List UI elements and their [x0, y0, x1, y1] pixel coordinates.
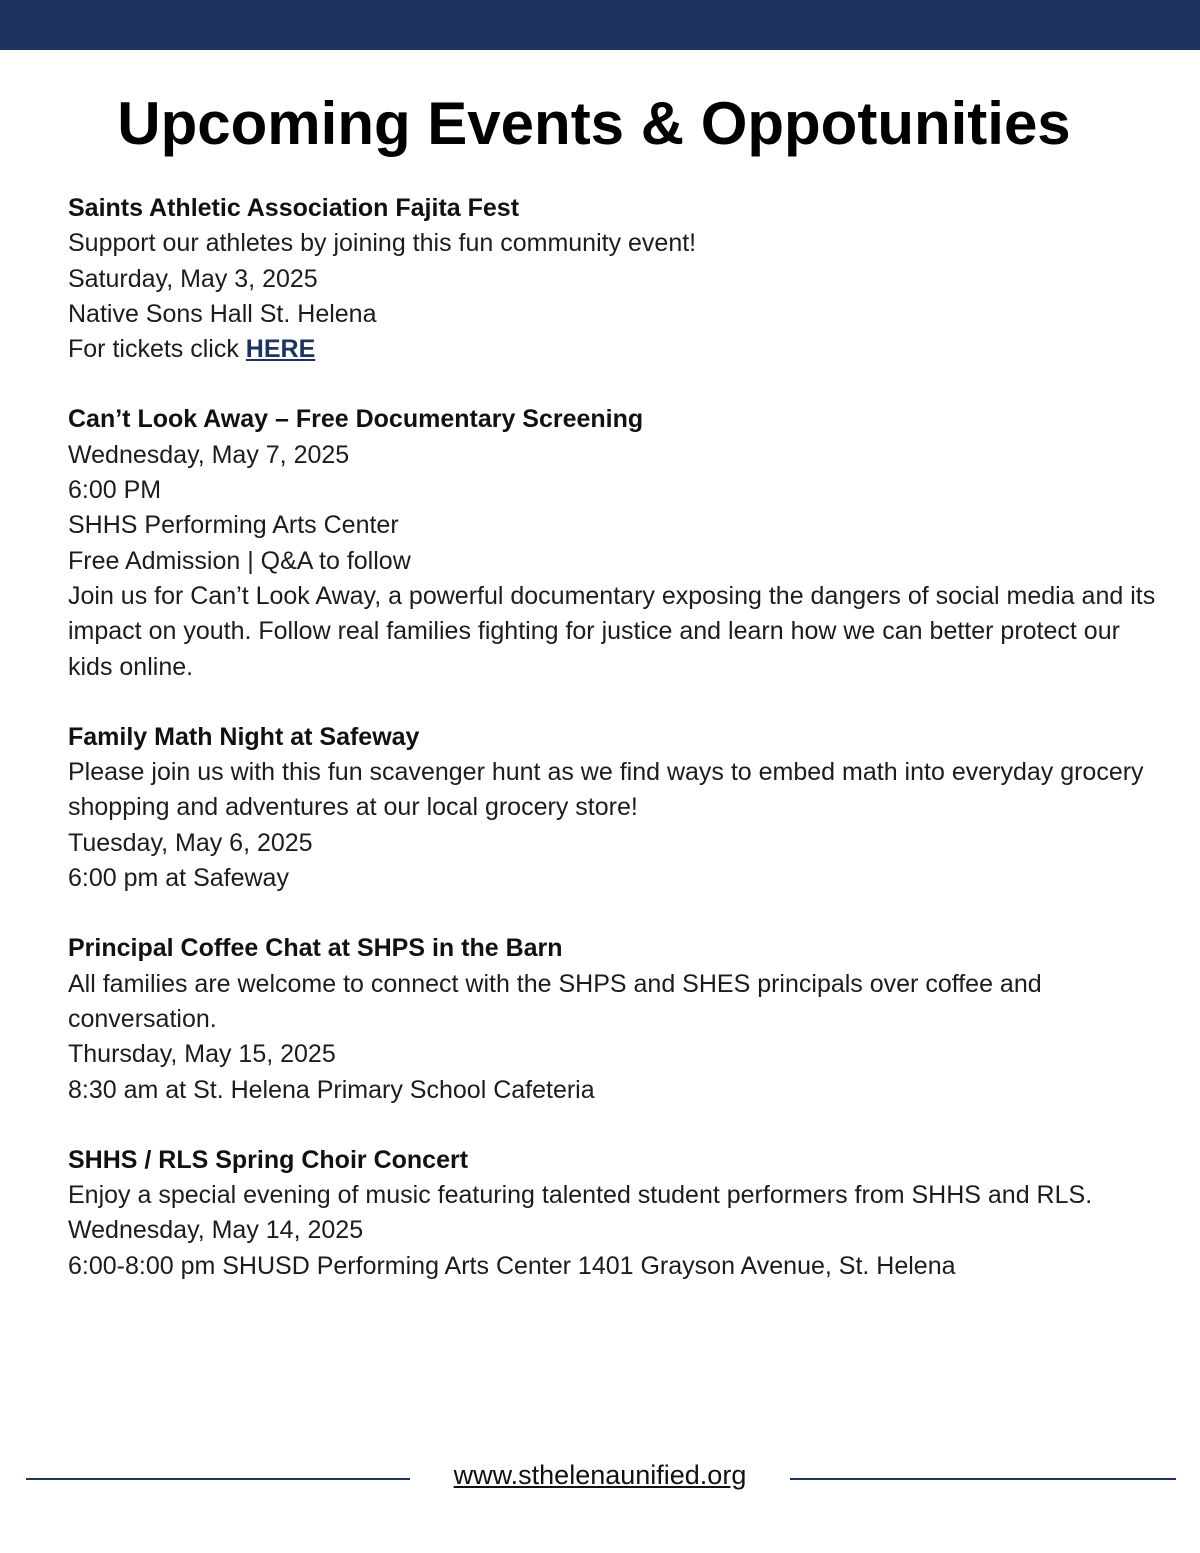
footer [0, 1458, 1200, 1498]
event-title: Can’t Look Away – Free Documentary Screening [68, 405, 644, 434]
event-documentary [68, 402, 1158, 684]
event-description: All families are welcome to connect with the SHPS and SHES principals over coffee and conversation. [68, 969, 1042, 1033]
event-tickets [68, 332, 1158, 367]
footer-divider-right [790, 1478, 1176, 1480]
event-time: 6:00-8:00 pm SHUSD Performing Arts Center 1401 Grayson Avenue, St. Helena [68, 1251, 956, 1280]
page-title: Upcoming Events & Oppotunities [117, 90, 1071, 157]
event-description: Please join us with this fun scavenger hunt as we find ways to embed math into everyday grocery shopping and adventures at our local grocery store! [68, 758, 1144, 822]
event-description: Join us for Can’t Look Away, a powerful documentary exposing the dangers of social media and its impact on youth. Follow real families fighting for justice and learn how we can better protect our kids online. [68, 581, 1156, 681]
tickets-prefix: For tickets click [68, 335, 246, 364]
event-location: Native Sons Hall St. Helena [68, 299, 377, 328]
event-date: Thursday, May 15, 2025 [68, 1040, 336, 1069]
tickets-link[interactable]: HERE [245, 335, 316, 364]
event-location: SHHS Performing Arts Center [68, 511, 399, 540]
event-date: Wednesday, May 14, 2025 [68, 1216, 364, 1245]
event-fajita-fest [68, 191, 1158, 367]
event-time: 6:00 pm at Safeway [68, 864, 289, 893]
website-link[interactable]: www.sthelenaunified.org [453, 1460, 747, 1490]
header-bar [0, 0, 1200, 50]
event-date: Tuesday, May 6, 2025 [68, 828, 313, 857]
event-choir-concert [68, 1143, 1158, 1284]
event-title: Principal Coffee Chat at SHPS in the Barn [68, 934, 563, 963]
event-date: Wednesday, May 7, 2025 [68, 440, 350, 469]
event-title: Family Math Night at Safeway [68, 722, 420, 751]
event-description: Enjoy a special evening of music featuring talented student performers from SHHS and RLS. [68, 1181, 1093, 1210]
footer-divider-left [26, 1478, 410, 1480]
event-title: SHHS / RLS Spring Choir Concert [68, 1145, 469, 1174]
event-math-night [68, 720, 1158, 896]
events-list [68, 191, 1158, 1319]
event-description: Support our athletes by joining this fun community event! [68, 229, 697, 258]
event-admission: Free Admission | Q&A to follow [68, 546, 411, 575]
event-time: 8:30 am at St. Helena Primary School Cafeteria [68, 1075, 595, 1104]
event-date: Saturday, May 3, 2025 [68, 264, 318, 293]
event-title: Saints Athletic Association Fajita Fest [68, 194, 520, 222]
event-time: 6:00 PM [68, 476, 162, 505]
event-coffee-chat [68, 931, 1158, 1107]
